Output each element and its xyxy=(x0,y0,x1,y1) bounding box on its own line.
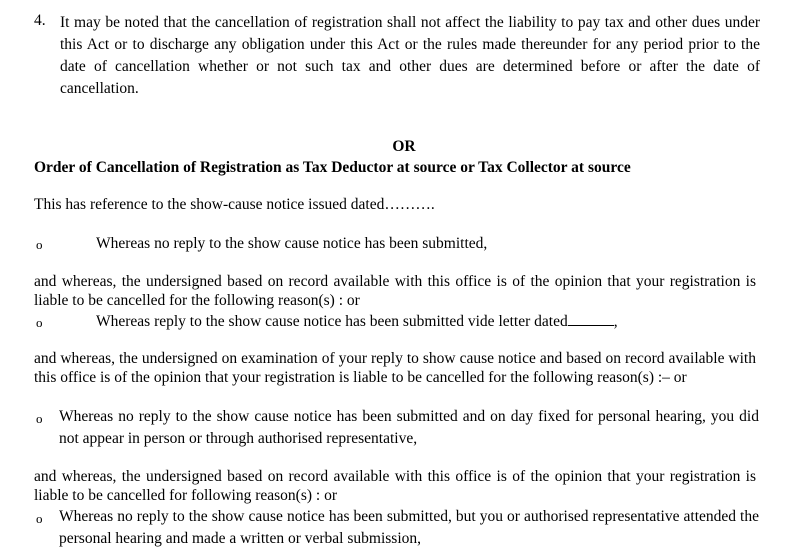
bullet-icon: o xyxy=(36,237,43,252)
date-blank-line xyxy=(568,311,614,326)
option-reply-submitted-comma: , xyxy=(613,313,618,330)
option-no-appearance: Whereas no reply to the show cause notice has been submitted and on day fixed for personal hearing, you did not appear in person or through authorised representative, xyxy=(59,408,759,447)
paragraph-examination-opinion: and whereas, the undersigned on examination of your reply to show cause notice and based on record available with this office is of the opinion that your registration is liable to be cancelled for the following reason(s) :– or xyxy=(34,350,756,386)
option-no-reply: Whereas no reply to the show cause notice has been submitted, xyxy=(96,235,488,252)
item-4-number: 4. xyxy=(34,12,46,29)
item-4-text: It may be noted that the cancellation of registration shall not affect the liability to pay tax and other dues under this Act or to discharge any obligation under this Act or the rules made thereunder for any period prior to the date of cancellation whether or not such tax and other dues are determined before or after the date of cancellation. xyxy=(60,14,760,97)
option-reply-submitted-text: Whereas reply to the show cause notice has been submitted vide letter dated xyxy=(96,313,568,330)
bullet-icon: o xyxy=(36,411,43,426)
bullet-icon: o xyxy=(36,315,43,330)
reference-line: This has reference to the show-cause notice issued dated………. xyxy=(34,196,435,213)
option-attended-hearing: Whereas no reply to the show cause notice has been submitted, but you or authorised representative attended the personal hearing and made a written or verbal submission, xyxy=(59,508,759,547)
or-separator: OR xyxy=(392,138,416,155)
bullet-icon: o xyxy=(36,511,43,526)
paragraph-record-opinion-2: and whereas, the undersigned based on record available with this office is of the opinion that your registration is liable to be cancelled for following reason(s) : or xyxy=(34,468,756,504)
order-heading: Order of Cancellation of Registration as Tax Deductor at source or Tax Collector at source xyxy=(34,159,631,176)
paragraph-record-opinion: and whereas, the undersigned based on record available with this office is of the opinion that your registration is liable to be cancelled for the following reason(s) : or xyxy=(34,273,756,309)
option-reply-submitted xyxy=(96,311,618,332)
